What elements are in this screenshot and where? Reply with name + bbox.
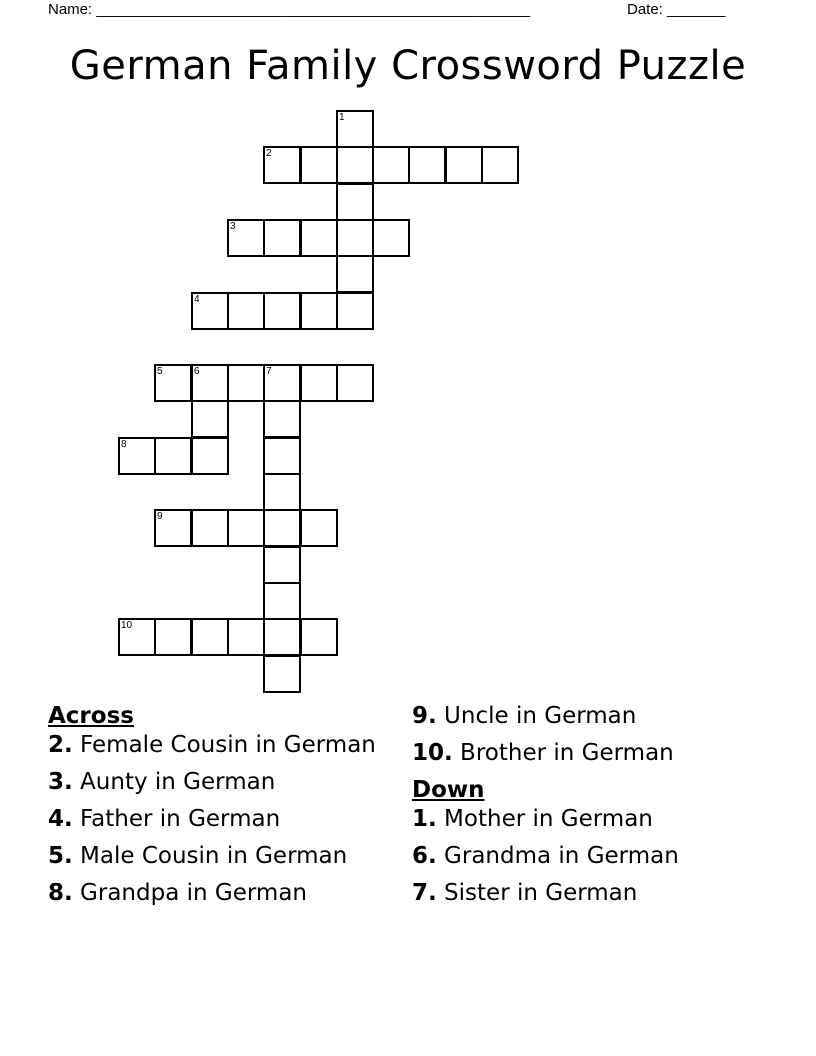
grid-cell[interactable] xyxy=(336,364,374,402)
clue-text: Mother in German xyxy=(436,806,653,832)
clue-text: Aunty in German xyxy=(72,769,276,795)
grid-cell[interactable] xyxy=(336,146,374,184)
grid-cell[interactable] xyxy=(300,364,338,402)
clue-number: 9. xyxy=(412,703,437,729)
cell-number: 7 xyxy=(266,366,272,377)
grid-cell[interactable] xyxy=(300,509,338,547)
grid-cell[interactable] xyxy=(263,582,301,620)
grid-cell[interactable] xyxy=(263,400,301,438)
down-clue-list xyxy=(412,806,792,906)
grid-cell[interactable] xyxy=(300,292,338,330)
grid-cell[interactable] xyxy=(263,473,301,511)
grid-cell[interactable] xyxy=(372,219,410,257)
grid-cell[interactable] xyxy=(227,292,265,330)
grid-cell[interactable] xyxy=(336,110,374,148)
across-clue xyxy=(48,769,378,795)
grid-cell[interactable] xyxy=(336,292,374,330)
clue-number: 1. xyxy=(412,806,437,832)
clue-number: 10. xyxy=(412,740,453,766)
grid-cell[interactable] xyxy=(227,219,265,257)
grid-cell[interactable] xyxy=(263,146,301,184)
clue-text: Brother in German xyxy=(452,740,674,766)
clue-number: 5. xyxy=(48,843,73,869)
grid-cell[interactable] xyxy=(191,400,229,438)
grid-cell[interactable] xyxy=(372,146,410,184)
across-heading: Across xyxy=(48,703,134,729)
down-clue xyxy=(412,806,792,832)
cell-number: 8 xyxy=(121,439,127,450)
grid-cell[interactable] xyxy=(154,618,192,656)
grid-cell[interactable] xyxy=(154,364,192,402)
grid-cell[interactable] xyxy=(154,509,192,547)
grid-cell[interactable] xyxy=(118,437,156,475)
grid-cell[interactable] xyxy=(300,146,338,184)
clue-number: 2. xyxy=(48,732,73,758)
clue-number: 4. xyxy=(48,806,73,832)
grid-cell[interactable] xyxy=(263,219,301,257)
across-clue-list xyxy=(48,732,378,906)
grid-cell[interactable] xyxy=(336,183,374,221)
grid-cell[interactable] xyxy=(191,437,229,475)
across-clue xyxy=(48,732,378,758)
cell-number: 1 xyxy=(339,112,345,123)
down-clue xyxy=(412,843,792,869)
grid-cell[interactable] xyxy=(263,509,301,547)
grid-cell[interactable] xyxy=(263,618,301,656)
across-clue-list-continued xyxy=(412,703,792,766)
grid-cell[interactable] xyxy=(227,618,265,656)
clue-text: Father in German xyxy=(72,806,281,832)
grid-cell[interactable] xyxy=(263,655,301,693)
grid-cell[interactable] xyxy=(154,437,192,475)
grid-cell[interactable] xyxy=(263,546,301,584)
grid-cell[interactable] xyxy=(118,618,156,656)
down-clue xyxy=(412,880,792,906)
grid-cell[interactable] xyxy=(408,146,446,184)
grid-cell[interactable] xyxy=(336,255,374,293)
clue-text: Male Cousin in German xyxy=(72,843,348,869)
across-clue xyxy=(48,806,378,832)
across-clue xyxy=(412,740,792,766)
across-clue xyxy=(412,703,792,729)
cell-number: 4 xyxy=(194,294,200,305)
clue-number: 6. xyxy=(412,843,437,869)
date-label: Date: _______ xyxy=(627,1,726,18)
grid-cell[interactable] xyxy=(227,509,265,547)
grid-cell[interactable] xyxy=(481,146,519,184)
grid-cell[interactable] xyxy=(191,364,229,402)
grid-cell[interactable] xyxy=(191,618,229,656)
grid-cell[interactable] xyxy=(300,219,338,257)
grid-cell[interactable] xyxy=(191,292,229,330)
clue-text: Female Cousin in German xyxy=(72,732,376,758)
cell-number: 10 xyxy=(121,620,133,631)
grid-cell[interactable] xyxy=(300,618,338,656)
name-label: Name: ____________________________________________________ xyxy=(48,1,531,18)
clue-text: Grandpa in German xyxy=(72,880,307,906)
clue-number: 7. xyxy=(412,880,437,906)
cell-number: 5 xyxy=(157,366,163,377)
page-title: German Family Crossword Puzzle xyxy=(69,43,747,89)
clues-left-column xyxy=(48,703,378,917)
clue-number: 8. xyxy=(48,880,73,906)
grid-cell[interactable] xyxy=(263,364,301,402)
cell-number: 9 xyxy=(157,511,163,522)
grid-cell[interactable] xyxy=(263,292,301,330)
grid-cell[interactable] xyxy=(445,146,483,184)
clue-text: Uncle in German xyxy=(436,703,637,729)
grid-cell[interactable] xyxy=(227,364,265,402)
grid-cell[interactable] xyxy=(336,219,374,257)
across-clue xyxy=(48,880,378,906)
clues-right-column xyxy=(412,703,792,917)
grid-cell[interactable] xyxy=(191,509,229,547)
grid-cell[interactable] xyxy=(263,437,301,475)
cell-number: 6 xyxy=(194,366,200,377)
across-clue xyxy=(48,843,378,869)
clue-text: Sister in German xyxy=(436,880,638,906)
clue-number: 3. xyxy=(48,769,73,795)
clue-text: Grandma in German xyxy=(436,843,679,869)
cell-number: 2 xyxy=(266,148,272,159)
cell-number: 3 xyxy=(230,221,236,232)
down-heading: Down xyxy=(412,777,485,803)
